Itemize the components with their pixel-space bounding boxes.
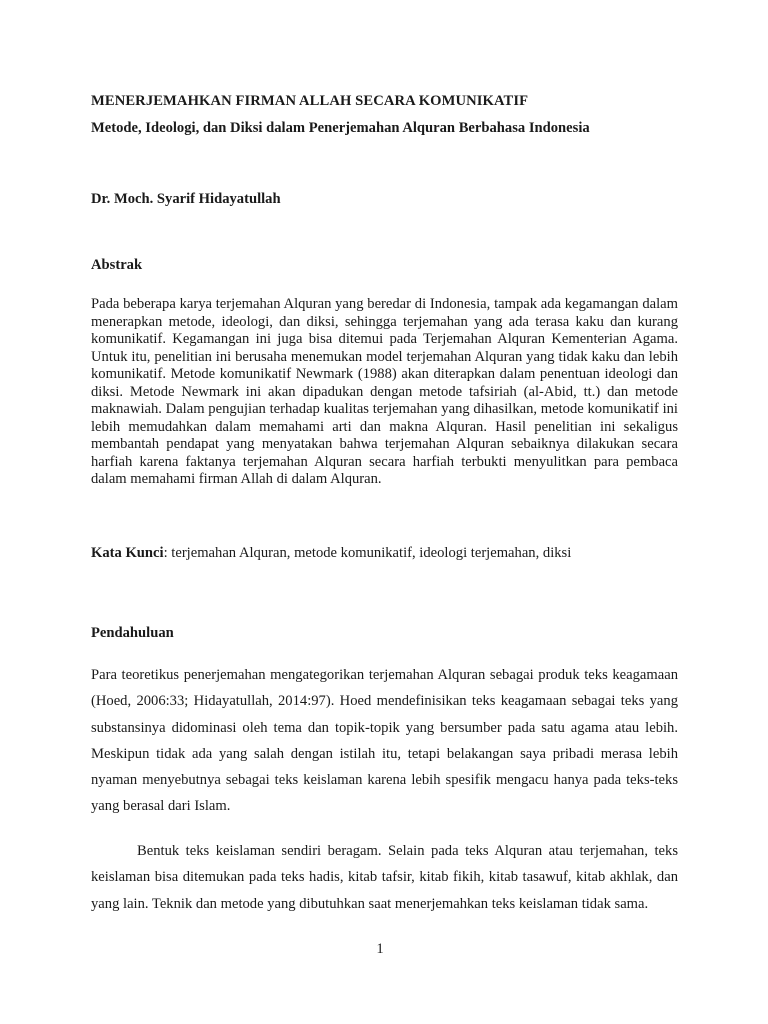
page-number: 1	[376, 941, 384, 957]
introduction-heading: Pendahuluan	[91, 625, 174, 641]
introduction-paragraph: Bentuk teks keislaman sendiri beragam. Selain pada teks Alquran atau terjemahan, teks keislaman bisa ditemukan pada teks hadis, kitab tafsir, kitab fikih, kitab tasawuf, kitab akhlak, dan yang lain. Teknik dan metode yang dibutuhkan saat menerjemahkan teks keislaman tidak sama.	[91, 843, 678, 912]
keywords-label: Kata Kunci	[91, 545, 164, 561]
abstract-heading: Abstrak	[91, 257, 143, 273]
keywords-text: : terjemahan Alquran, metode komunikatif, ideologi terjemahan, diksi	[163, 545, 572, 561]
abstract-body: Pada beberapa karya terjemahan Alquran yang beredar di Indonesia, tampak ada kegamangan dalam menerapkan metode, ideologi, dan diksi, sehingga terjemahan yang ada terasa kaku dan kurang komunikatif. Kegamangan ini juga bisa ditemui pada Terjemahan Alquran Kementerian Agama. Untuk itu, penelitian ini berusaha menemukan model terjemahan Alquran yang tidak kaku dan lebih komunikatif. Metode komunikatif Newmark (1988) akan diterapkan dalam penentuan ideologi dan diksi. Metode Newmark ini akan dipadukan dengan metode tafsiriah (al-Abid, tt.) dan metode maknawiah. Dalam pengujian terhadap kualitas terjemahan yang dihasilkan, metode komunikatif ini lebih memudahkan dalam memahami arti dan makna Alquran. Hasil penelitian ini sekaligus membantah pendapat yang menyatakan bahwa terjemahan Alquran sebaiknya dilakukan secara harfiah karena faktanya terjemahan Alquran secara harfiah terbukti menyulitkan para pembaca dalam memahami firman Allah di dalam Alquran.	[91, 296, 678, 487]
introduction-paragraph: Para teoretikus penerjemahan mengategorikan terjemahan Alquran sebagai produk teks keagamaan (Hoed, 2006:33; Hidayatullah, 2014:97). Hoed mendefinisikan teks keagamaan sebagai teks yang substansinya didominasi oleh tema dan topik-topik yang bersumber pada satu agama atau lebih. Meskipun tidak ada yang salah dengan istilah itu, tetapi belakangan saya pribadi merasa lebih nyaman menyebutnya sebagai teks keislaman karena lebih spesifik mengacu hanya pada teks-teks yang berasal dari Islam.	[91, 667, 678, 815]
author-name: Dr. Moch. Syarif Hidayatullah	[91, 191, 281, 207]
keywords-line	[91, 545, 678, 562]
document-title: MENERJEMAHKAN FIRMAN ALLAH SECARA KOMUNIKATIF	[91, 93, 529, 109]
document-subtitle: Metode, Ideologi, dan Diksi dalam Penerjemahan Alquran Berbahasa Indonesia	[91, 120, 590, 136]
